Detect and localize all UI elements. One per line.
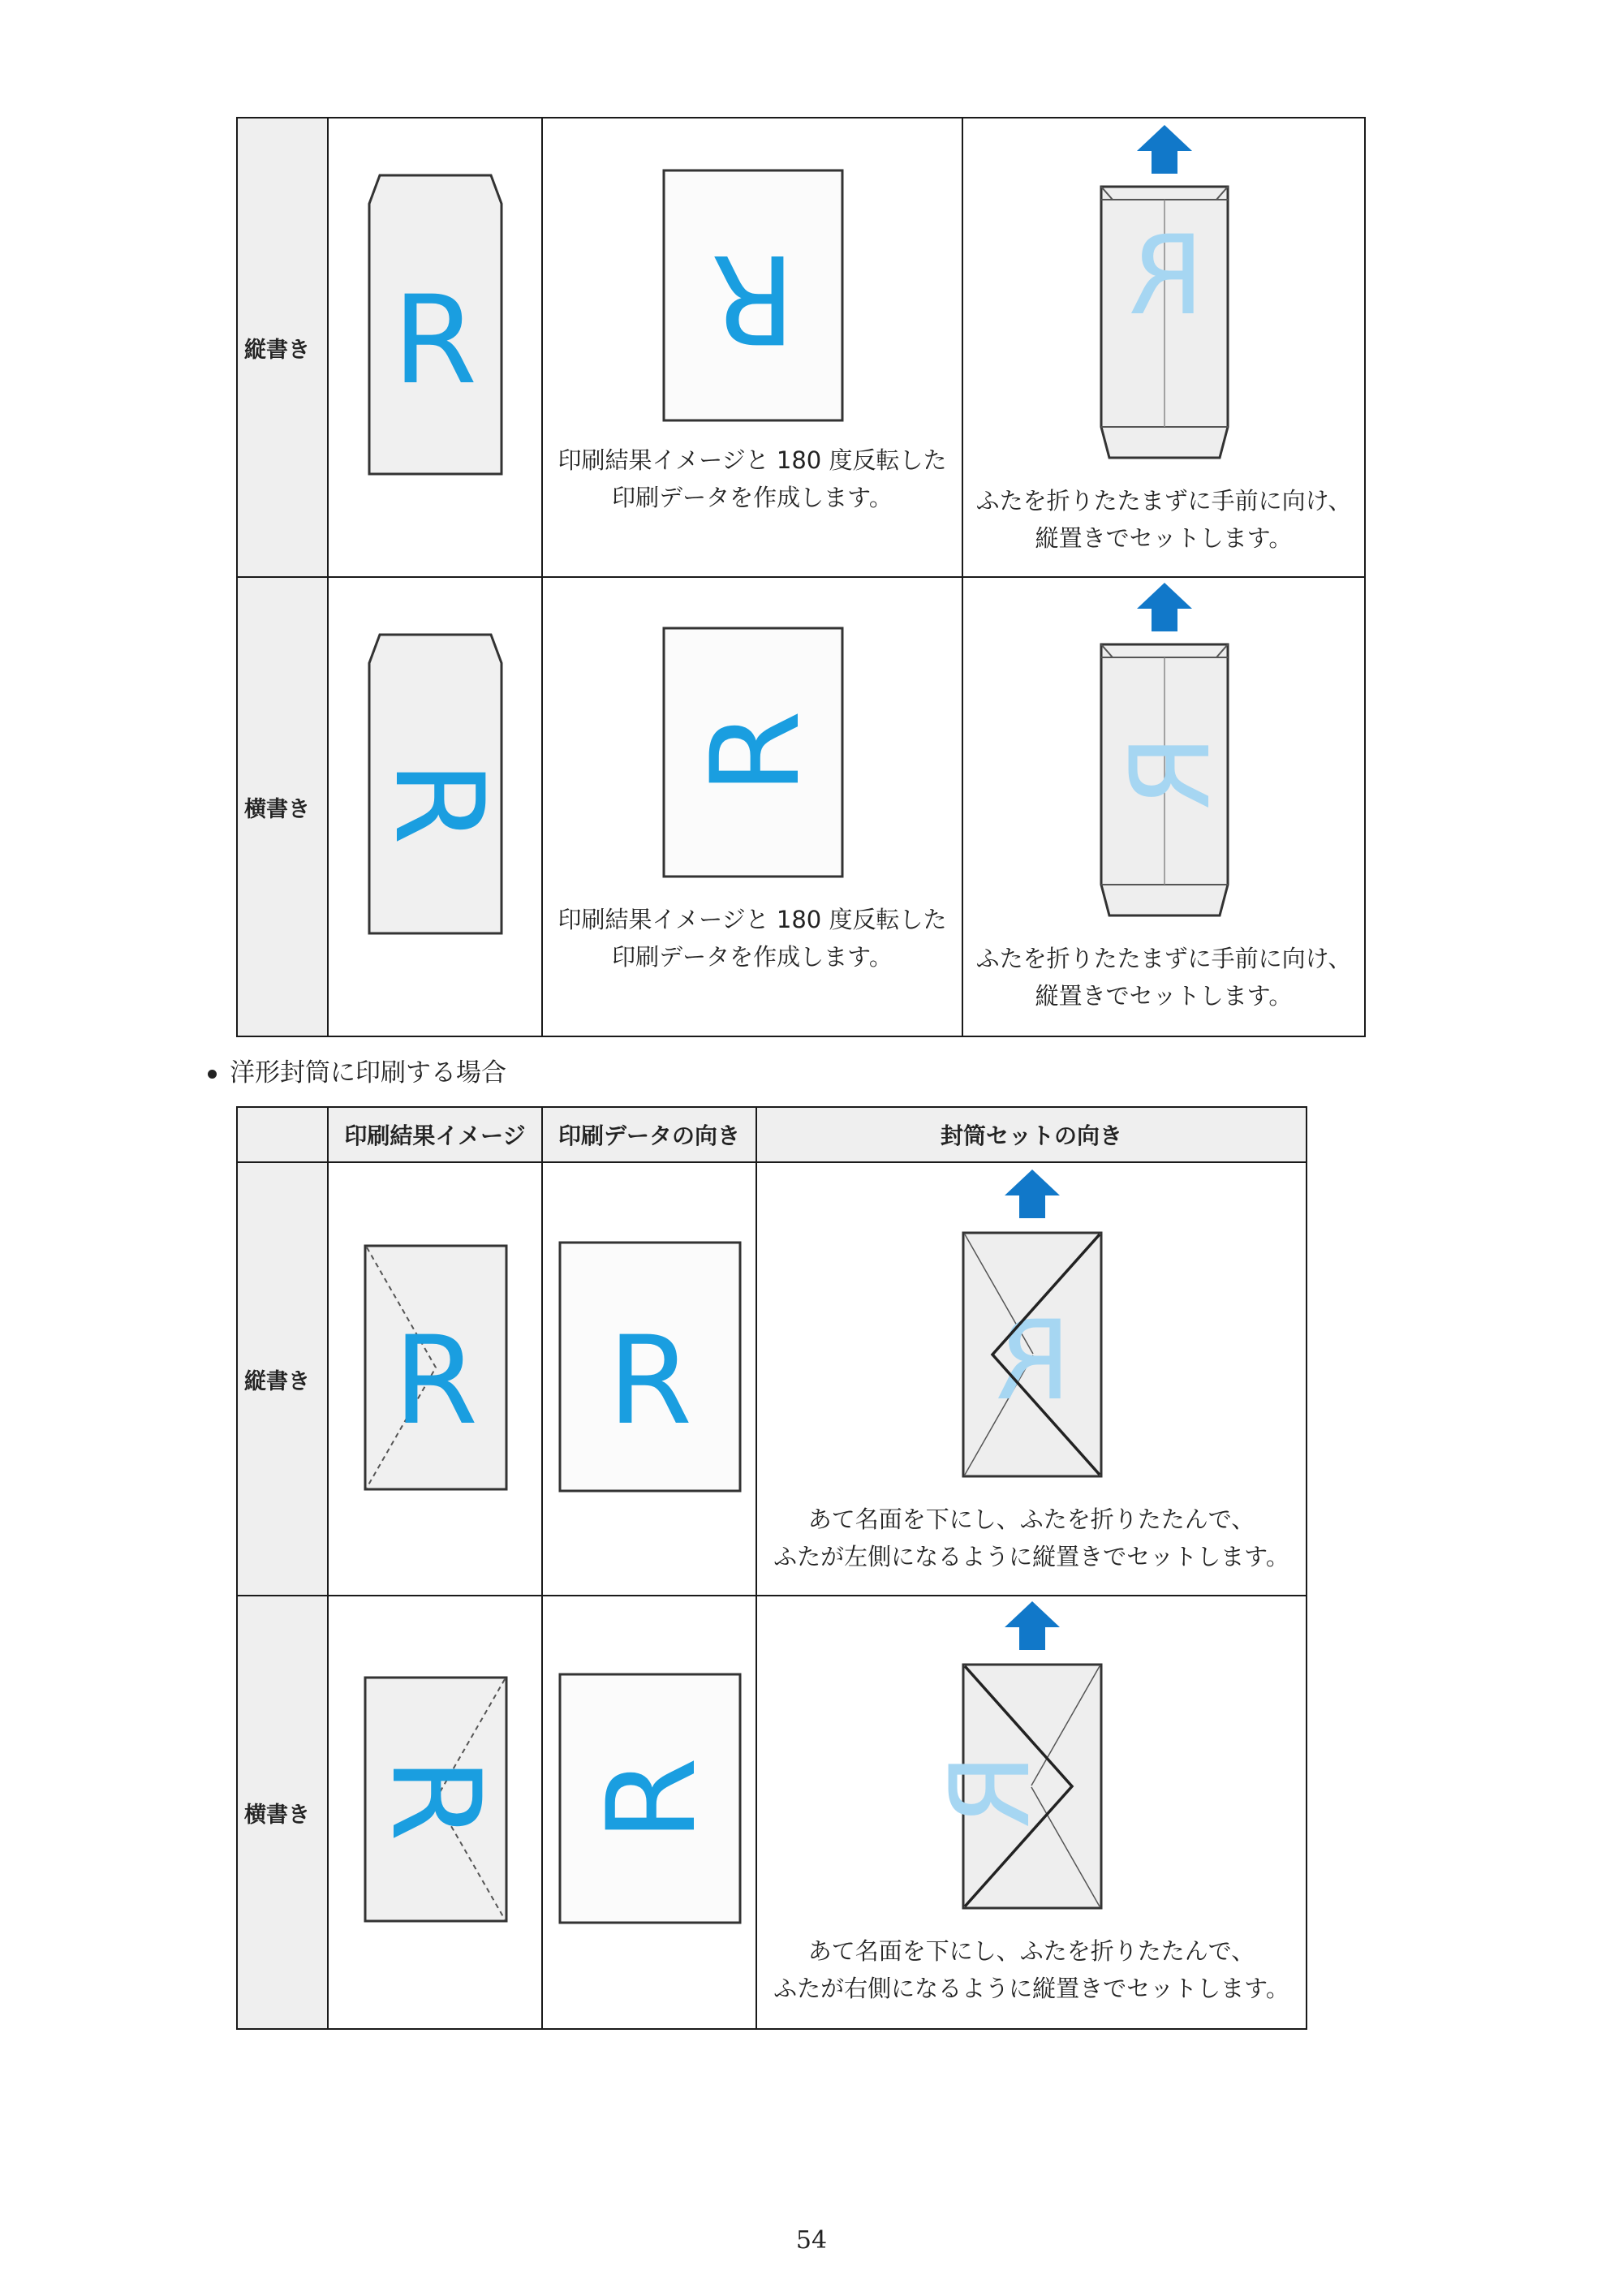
feed-arrow-icon: [1137, 125, 1192, 174]
glyph-r-rotated: R: [368, 760, 509, 846]
print-data-orientation: [542, 1162, 756, 1596]
print-data-orientation: [542, 1596, 756, 2029]
print-result-image: [328, 577, 542, 1036]
envelope-set-orientation: [756, 1162, 1307, 1596]
glyph-r: R: [393, 1311, 479, 1452]
page-number: 54: [795, 2226, 828, 2255]
section-heading-text: 洋形封筒に印刷する場合: [230, 1058, 506, 1088]
envelope-illustration: [329, 1163, 543, 1596]
envelope-set-orientation: [756, 1596, 1307, 2029]
envelope-illustration: [329, 118, 543, 578]
row-label: 縦書き: [237, 118, 328, 577]
envelope-table-japanese: [236, 117, 1366, 1037]
envelope-table-western: [236, 1106, 1307, 2030]
glyph-r-rotated: R: [582, 1756, 723, 1842]
glyph-r-mirrored: R: [1128, 212, 1204, 339]
header-corner: [237, 1107, 328, 1162]
envelope-set-orientation: [962, 577, 1365, 1036]
glyph-r-mirrored: R: [927, 1753, 1054, 1829]
envelope-illustration: [329, 1596, 543, 2030]
table-row: [237, 1596, 1307, 2029]
table-row: [237, 118, 1365, 577]
paper-illustration: [543, 1163, 757, 1596]
feed-arrow-icon: [1137, 583, 1192, 631]
glyph-r-mirrored: R: [995, 1297, 1071, 1424]
paper-illustration: [543, 1596, 757, 2030]
caption-line: 印刷結果イメージと 180 度反転した: [558, 906, 947, 933]
bullet-icon: [208, 1070, 217, 1079]
feed-arrow-icon: [1005, 1170, 1060, 1218]
glyph-r-mirrored: R: [1107, 734, 1234, 811]
caption-line: あて名面を下にし、ふたを折りたたんで、: [807, 1937, 1255, 1965]
caption-line: 印刷データを作成します。: [612, 484, 893, 511]
caption-line: あて名面を下にし、ふたを折りたたんで、: [807, 1506, 1255, 1533]
print-result-image: [328, 118, 542, 577]
caption-line: 印刷結果イメージと 180 度反転した: [558, 446, 947, 474]
caption-line: 印刷データを作成します。: [612, 943, 893, 971]
glyph-r-rotated: R: [686, 709, 827, 795]
column-header: 印刷結果イメージ: [328, 1107, 542, 1162]
caption-line: 縦置きでセットします。: [1035, 524, 1293, 552]
caption-line: ふたを折りたたまずに手前に向け、: [975, 487, 1352, 515]
table-header-row: [237, 1107, 1307, 1162]
print-result-image: [328, 1596, 542, 2029]
caption-line: ふたが左側になるように縦置きでセットします。: [773, 1543, 1289, 1570]
row-label: 横書き: [237, 577, 328, 1036]
glyph-r: R: [392, 270, 478, 411]
caption-line: ふたを折りたたまずに手前に向け、: [975, 945, 1352, 972]
row-label: 縦書き: [237, 1162, 328, 1596]
table-row: [237, 577, 1365, 1036]
row-label: 横書き: [237, 1596, 328, 2029]
print-result-image: [328, 1162, 542, 1596]
print-data-orientation: [542, 118, 962, 577]
glyph-r-rotated: R: [364, 1756, 506, 1842]
table-row: [237, 1162, 1307, 1596]
glyph-r: R: [607, 1311, 693, 1452]
glyph-r-rotated: R: [710, 227, 796, 368]
column-header: 印刷データの向き: [542, 1107, 756, 1162]
caption-line: 縦置きでセットします。: [1035, 982, 1293, 1010]
feed-arrow-icon: [1005, 1601, 1060, 1650]
column-header: 封筒セットの向き: [756, 1107, 1307, 1162]
print-data-orientation: [542, 577, 962, 1036]
caption-line: ふたが右側になるように縦置きでセットします。: [773, 1975, 1289, 2002]
envelope-illustration: [329, 578, 543, 1037]
envelope-set-orientation: [962, 118, 1365, 577]
section-heading: [208, 1052, 506, 1088]
